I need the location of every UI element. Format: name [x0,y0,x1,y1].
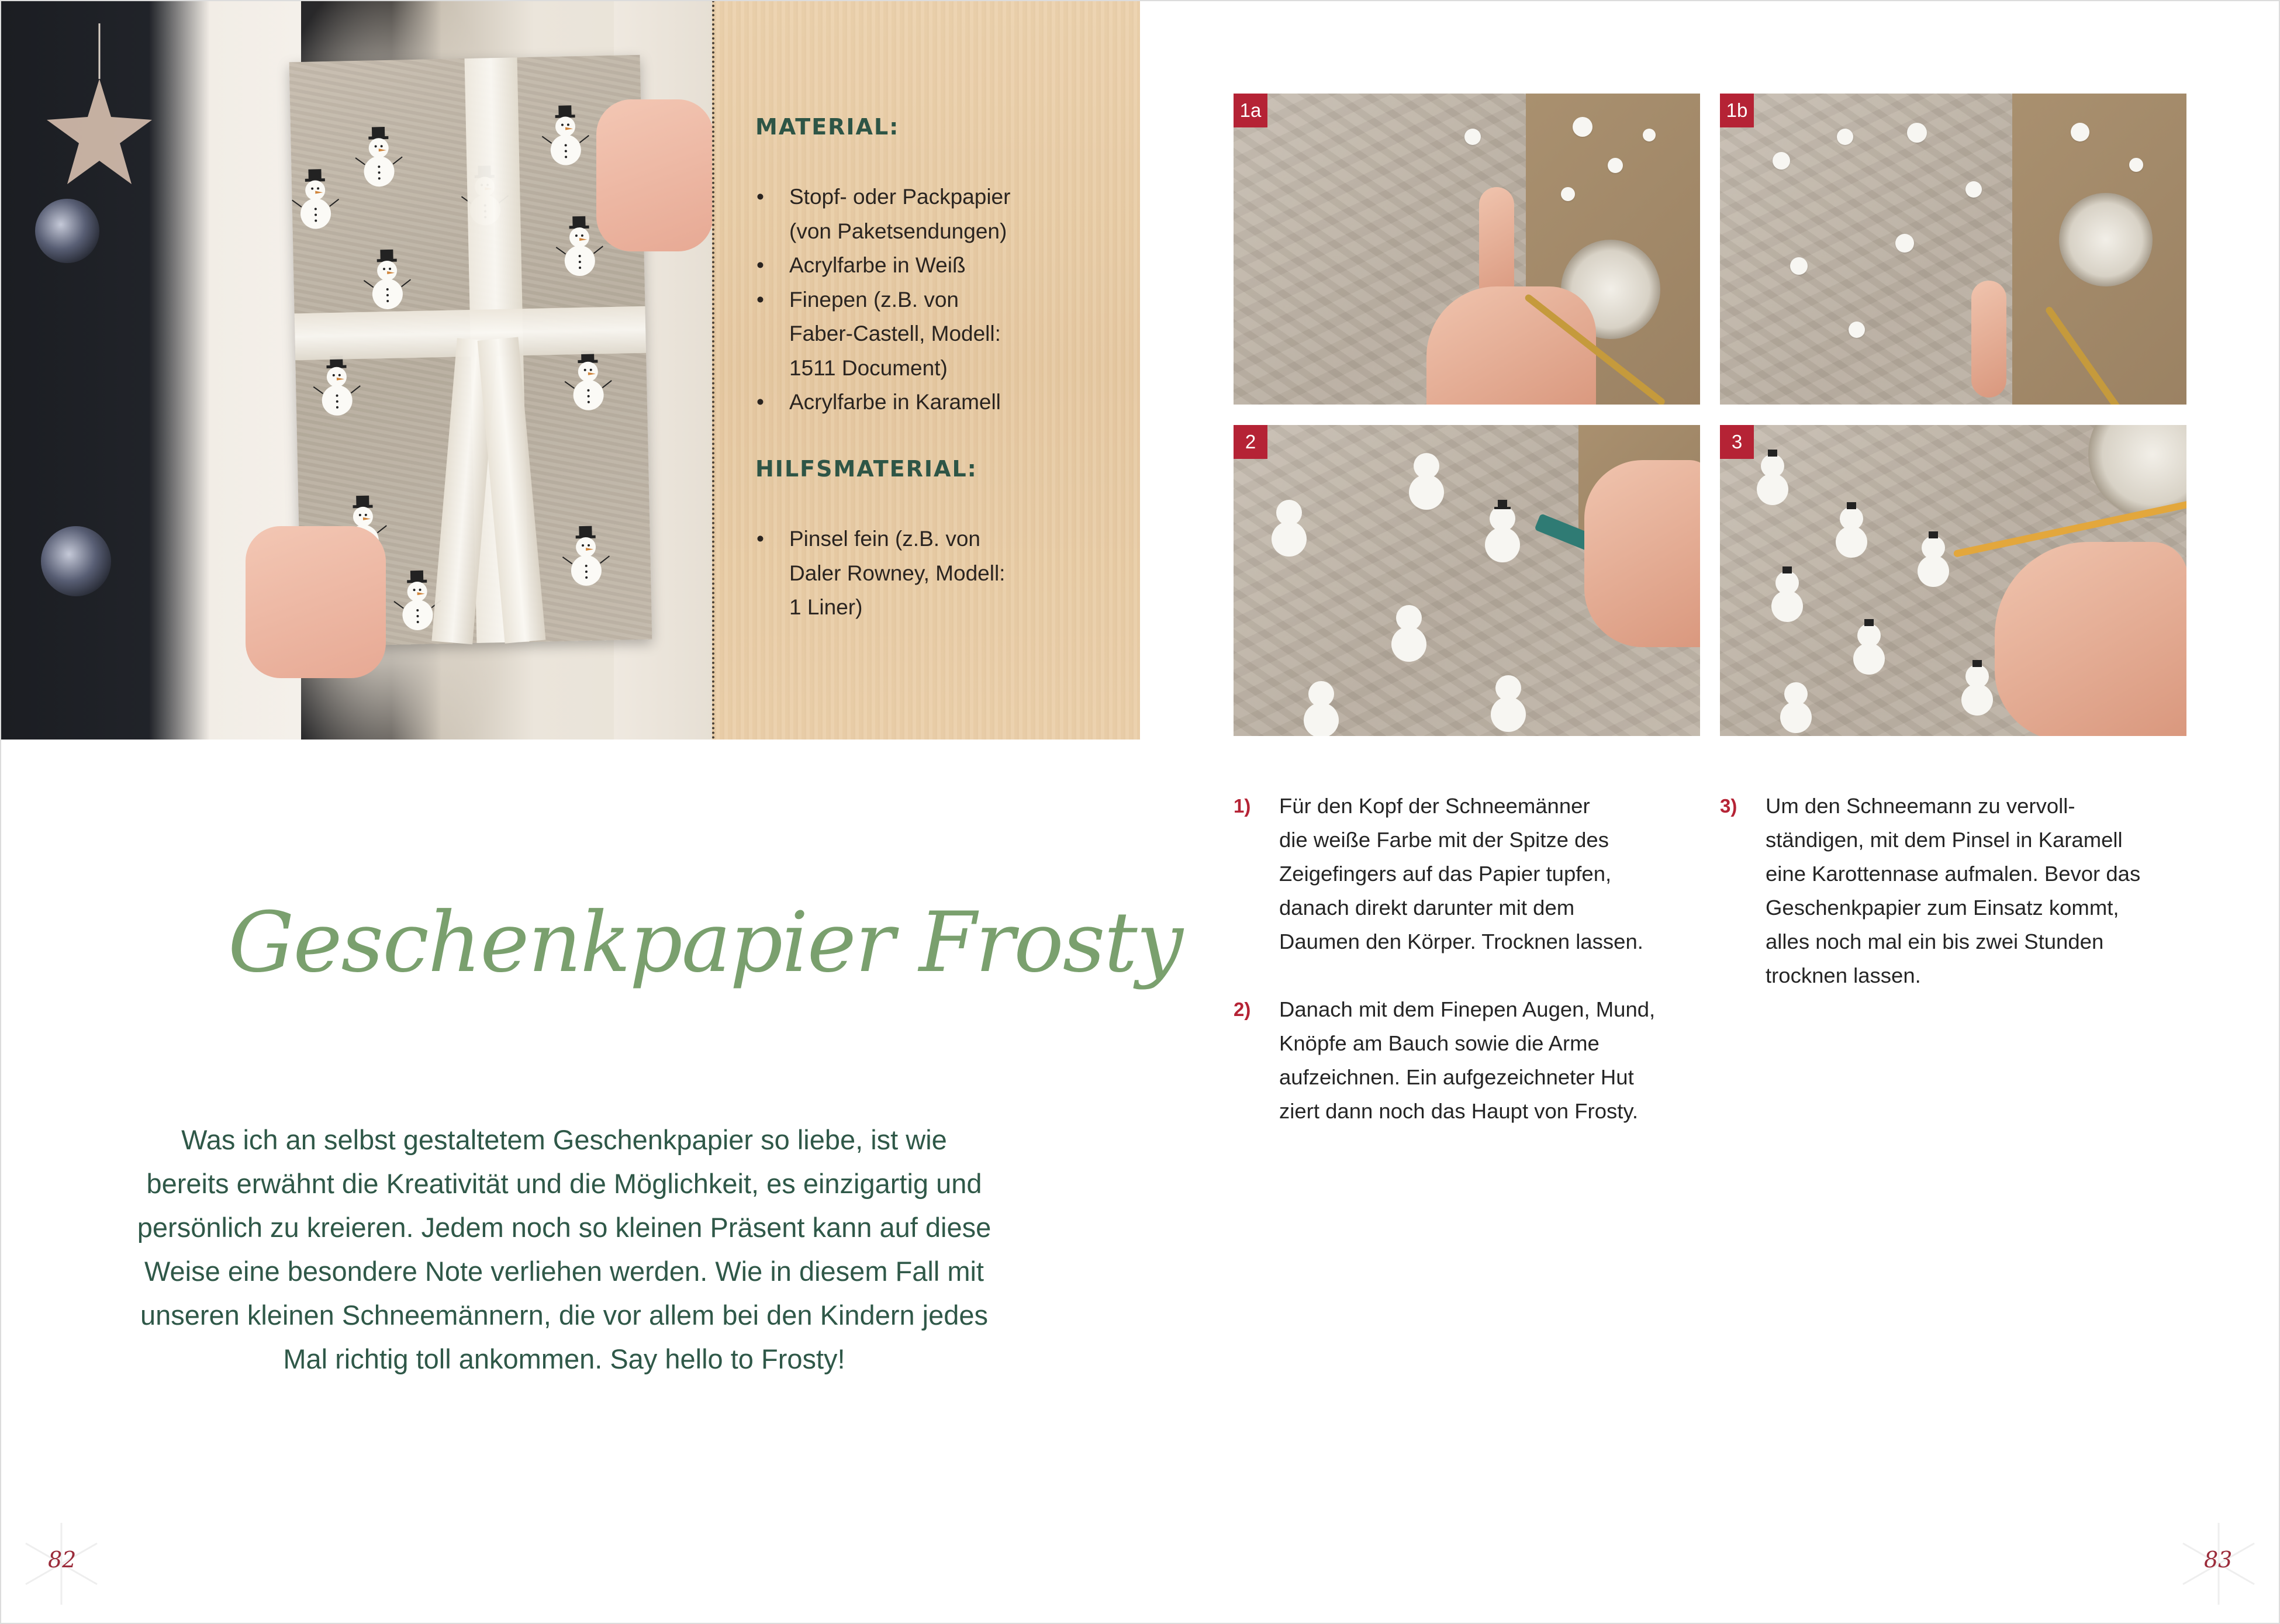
hilfsmaterial-item-text: Pinsel fein (z.B. von [789,527,980,551]
step-photo-1b [1720,94,2186,405]
step-number: 2) [1234,998,1251,1020]
step-line: Knöpfe am Bauch sowie die Arme [1279,1031,1600,1055]
step-line: ständigen, mit dem Pinsel in Karamell [1766,828,2123,852]
intro-line: Weise eine besondere Note verliehen werden. Wie in diesem Fall mit [144,1256,984,1287]
hand-right [596,99,712,251]
material-item-cont [755,317,1010,351]
photo-label-1b: 1b [1720,94,1754,127]
paint-dot [1837,129,1853,145]
step-line: Für den Kopf der Schneemänner [1279,794,1590,818]
paint-dot [1773,152,1790,170]
intro-line: Was ich an selbst gestaltetem Geschenkpapier so liebe, ist wie [181,1124,947,1155]
material-item [755,385,1010,420]
material-list [755,180,1010,420]
bullet: • [756,390,764,414]
paint-dot [2129,158,2143,172]
hilfsmaterial-heading: HILFSMATERIAL: [755,456,977,482]
page-title: Geschenkpapier Frosty [228,894,1182,991]
material-item-text: Acrylfarbe in Weiß [789,253,966,277]
material-item [755,180,1010,215]
step-line: trocknen lassen. [1766,963,1921,987]
photo-label-3: 3 [1720,425,1754,459]
paint-dot [2071,123,2089,141]
steps-column-left [1234,789,1678,1162]
bullet: • [756,185,764,209]
step-line: aufzeichnen. Ein aufgezeichneter Hut [1279,1065,1634,1089]
photo-label-1a: 1a [1234,94,1267,127]
step-1 [1234,789,1678,959]
intro-line: bereits erwähnt die Kreativität und die Möglichkeit, es einzigartig und [146,1168,982,1199]
material-item-text: (von Paketsendungen) [789,219,1007,243]
hand-palm [1426,286,1596,405]
hero-photo-gift-wrapped [0,0,712,740]
hilfsmaterial-item-text: Daler Rowney, Modell: [789,561,1006,585]
hand-finger [1971,281,2006,398]
star-ornament-icon [41,23,158,193]
hilfsmaterial-item-cont [755,590,1005,625]
step-photo-2 [1234,425,1700,736]
intro-line: Mal richtig toll ankommen. Say hello to Frosty! [283,1343,845,1374]
paint-dot [1643,129,1656,141]
step-line: Danach mit dem Finepen Augen, Mund, [1279,997,1656,1021]
step-line: Geschenkpapier zum Einsatz kommt, [1766,896,2119,920]
step-photo-1a [1234,94,1700,405]
material-item [755,283,1010,317]
page-number-right: 83 [2204,1547,2233,1573]
step-line: Zeigefingers auf das Papier tupfen, [1279,862,1612,886]
paint-dot [1561,187,1575,201]
material-item-text: 1511 Document) [789,355,948,380]
paint-dish [2059,193,2153,286]
material-panel [712,0,1140,740]
material-item-text: Acrylfarbe in Karamell [789,390,1001,414]
intro-paragraph [111,1118,1017,1381]
step-2 [1234,993,1678,1128]
step-line: danach direkt darunter mit dem [1279,896,1575,920]
material-item [755,248,1010,283]
bullet: • [756,287,764,312]
material-item-cont [755,215,1010,249]
paint-dot [1790,257,1808,275]
step-line: ziert dann noch das Haupt von Frosty. [1279,1099,1639,1123]
hand [1584,460,1700,647]
bauble-ornament [35,199,99,263]
bullet: • [756,527,764,551]
step-3 [1720,789,2164,993]
page-number-left: 82 [48,1547,77,1573]
paint-dot [1573,117,1592,137]
step-line: die weiße Farbe mit der Spitze des [1279,828,1609,852]
hilfsmaterial-item-cont [755,557,1005,591]
photo-label-2: 2 [1234,425,1267,459]
paint-dot [1965,181,1982,198]
paint-dot [1907,123,1927,143]
hand-left [246,526,386,678]
material-heading: MATERIAL: [755,114,900,140]
hilfsmaterial-item [755,522,1005,557]
intro-line: unseren kleinen Schneemännern, die vor allem bei den Kindern jedes [140,1300,989,1331]
material-item-cont [755,351,1010,386]
material-item-text: Stopf- oder Packpapier [789,185,1011,209]
step-photo-3 [1720,425,2186,736]
bullet: • [756,253,764,277]
hilfsmaterial-item-text: 1 Liner) [789,595,863,619]
step-line: alles noch mal ein bis zwei Stunden [1766,930,2104,953]
material-item-text: Faber-Castell, Modell: [789,322,1001,345]
intro-line: persönlich zu kreieren. Jedem noch so kleinen Präsent kann auf diese [137,1212,992,1243]
step-line: Daumen den Körper. Trocknen lassen. [1279,930,1643,953]
material-item-text: Finepen (z.B. von [789,287,959,312]
step-line: eine Karottennase aufmalen. Bevor das [1766,862,2141,886]
step-number: 3) [1720,795,1737,817]
steps-column-right [1720,789,2164,1027]
hilfsmaterial-list [755,522,1005,625]
paint-dot [1849,322,1865,338]
paint-dot [1895,234,1914,253]
paint-dot [1464,129,1481,145]
step-line: Um den Schneemann zu vervoll- [1766,794,2075,818]
paint-dot [1608,158,1623,173]
hand [1995,542,2186,736]
step-number: 1) [1234,795,1251,817]
bauble-ornament [41,526,111,596]
